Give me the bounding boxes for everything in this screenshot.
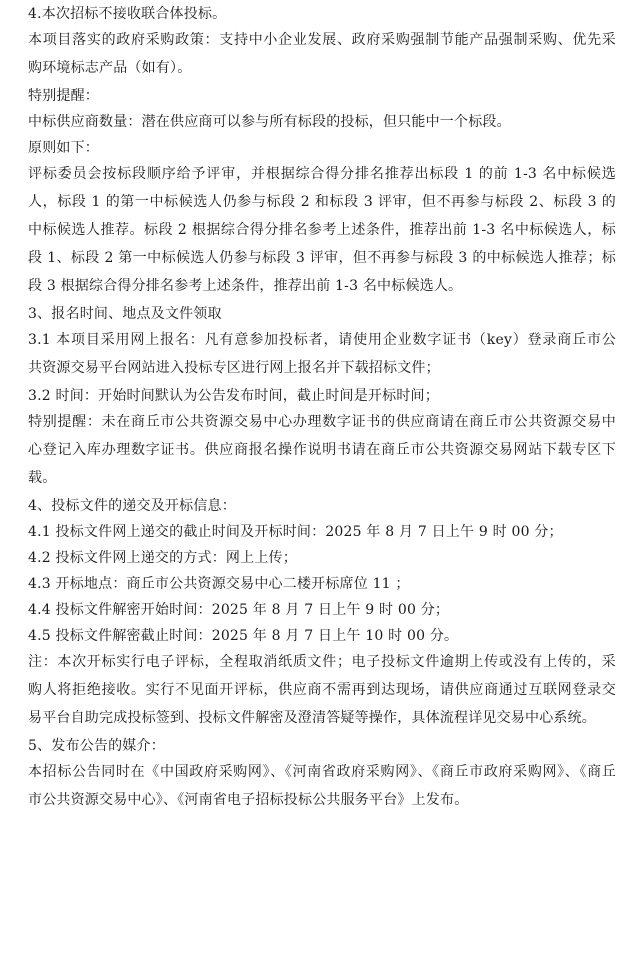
clause-3-1-line-1: 3.1 本项目采用网上报名：凡有意参加投标者，请使用企业数字证书（key）登录商丘市公: [28, 332, 616, 348]
media-line-1: 本招标公告同时在《中国政府采购网》、《河南省政府采购网》、《商丘市政府采购网》、《商丘: [28, 764, 616, 780]
special-reminder-heading: 特别提醒：: [28, 88, 99, 104]
evaluation-line-3: 中标候选人推荐。标段 2 根据综合得分排名参考上述条件，推荐出前 1-3 名中标候选人，标: [28, 222, 616, 238]
evaluation-principles-paragraph: [28, 164, 616, 296]
section-4-heading: 4、投标文件的递交及开标信息：: [28, 498, 236, 514]
clause-4-1: 4.1 投标文件网上递交的截止时间及开标时间：2025 年 8 月 7 日上午 9 时 00 分；: [28, 524, 563, 540]
clause-4-no-consortium: 4.本次招标不接收联合体投标。: [28, 6, 227, 22]
section-3-heading: 3、报名时间、地点及文件领取: [28, 306, 222, 322]
policy-line-1: 本项目落实的政府采购政策：支持中小企业发展、政府采购强制节能产品强制采购、优先采: [28, 32, 616, 48]
certificate-reminder-paragraph: [28, 412, 616, 488]
note-line-2: 购人将拒绝接收。实行不见面开评标，供应商不需再到达现场，请供应商通过互联网登录交: [28, 682, 616, 698]
publication-media-paragraph: [28, 762, 616, 810]
note-line-1: 注：本次开标实行电子评标，全程取消纸质文件；电子投标文件逾期上传或没有上传的，采: [28, 654, 616, 670]
principles-heading: 原则如下：: [28, 140, 99, 156]
clause-3-1-line-2: 共资源交易平台网站进入投标专区进行网上报名并下载招标文件；: [28, 360, 440, 376]
evaluation-line-2: 人，标段 1 的第一中标候选人仍参与标段 2 和标段 3 评审，但不再参与标段 2、标段 3 的: [28, 194, 616, 210]
certificate-line-2: 心登记入库办理数字证书。供应商报名操作说明书请在商丘市公共资源交易网站下载专区下: [28, 442, 616, 458]
electronic-bidding-note: [28, 652, 616, 728]
certificate-line-3: 载。: [28, 470, 57, 486]
evaluation-line-5: 段 3 根据综合得分排名参考上述条件，推荐出前 1-3 名中标候选人。: [28, 278, 463, 294]
section-5-heading: 5、发布公告的媒介：: [28, 738, 165, 754]
policy-line-2: 购环境标志产品（如有）。: [28, 60, 192, 76]
clause-4-4: 4.4 投标文件解密开始时间：2025 年 8 月 7 日上午 9 时 00 分；: [28, 602, 450, 618]
certificate-line-1: 特别提醒：未在商丘市公共资源交易中心办理数字证书的供应商请在商丘市公共资源交易中: [28, 414, 616, 430]
policy-paragraph: [28, 30, 616, 78]
clause-4-5: 4.5 投标文件解密截止时间：2025 年 8 月 7 日上午 10 时 00 分。: [28, 628, 459, 644]
clause-3-2: 3.2 时间：开始时间默认为公告发布时间，截止时间是开标时间；: [28, 388, 439, 404]
clause-4-2: 4.2 投标文件网上递交的方式：网上上传；: [28, 550, 297, 566]
note-line-3: 易平台自助完成投标签到、投标文件解密及澄清答疑等操作，具体流程详见交易中心系统。: [28, 710, 596, 726]
clause-4-3: 4.3 开标地点：商丘市公共资源交易中心二楼开标席位 11 ；: [28, 576, 410, 592]
document-page: [28, 4, 616, 818]
evaluation-line-1: 评标委员会按标段顺序给予评审，并根据综合得分排名推荐出标段 1 的前 1-3 名中标候选: [28, 166, 616, 182]
winning-supplier-count: 中标供应商数量：潜在供应商可以参与所有标段的投标，但只能中一个标段。: [28, 114, 511, 130]
clause-3-1-paragraph: [28, 330, 616, 378]
evaluation-line-4: 段 1、标段 2 第一中标候选人仍参与标段 3 评审，但不再参与标段 3 的中标候选人推荐；标: [28, 250, 616, 266]
media-line-2: 市公共资源交易中心》、《河南省电子招标投标公共服务平台》上发布。: [28, 792, 469, 808]
